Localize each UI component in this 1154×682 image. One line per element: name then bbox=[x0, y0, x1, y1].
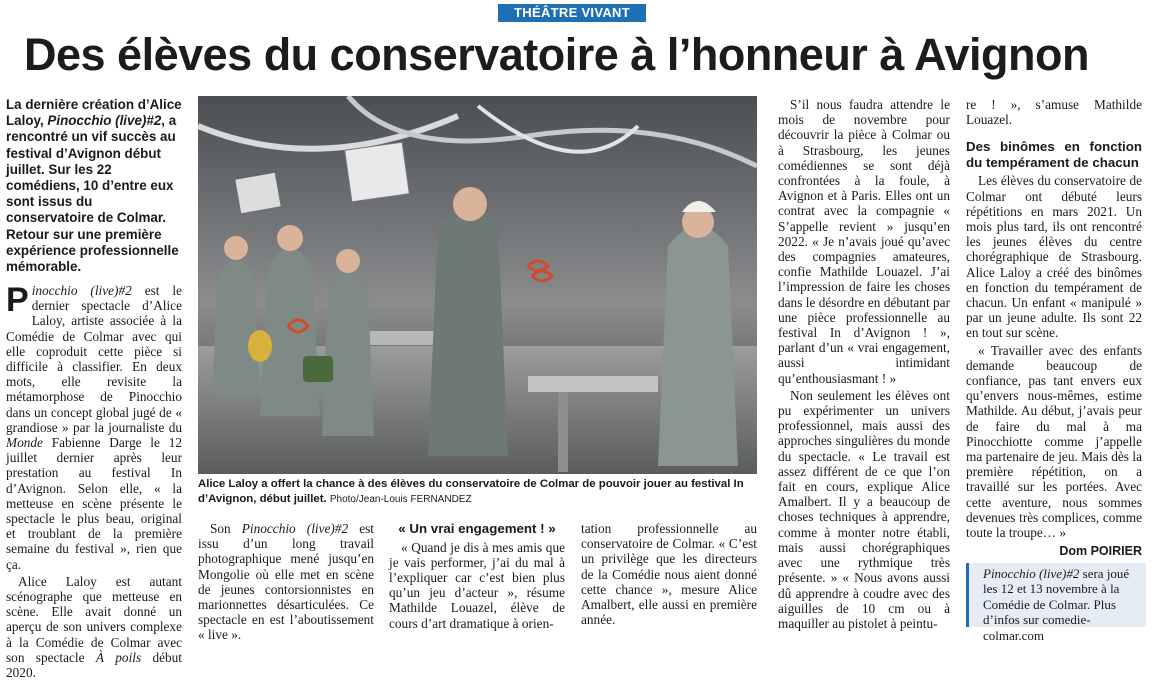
column-1 bbox=[6, 283, 182, 682]
column-4 bbox=[581, 521, 757, 629]
column-5 bbox=[778, 97, 950, 633]
article-title: Des élèves du conservatoire à l’honneur à Avignon bbox=[24, 29, 1089, 80]
paragraph-8: re ! », s’amuse Mathilde Louazel. bbox=[966, 97, 1142, 128]
column-2 bbox=[198, 521, 374, 645]
paragraph-2: Alice Laloy est autant scénographe que metteuse en scène. Elle avait donné un aperçu de son univers complexe à la Comédie de Colmar avec son spectacle À poils début 2020. bbox=[6, 573, 182, 681]
paragraph-4: « Quand je dis à mes amis que je vais performer, j’ai du mal à l’expliquer car c’est bien plus qu’un jeu d’acteur », résume Mathilde Louazel, élève de cours d’art dramatique à orien- bbox=[389, 539, 565, 631]
info-box bbox=[966, 563, 1146, 643]
paragraph-3: Son Pinocchio (live)#2 est issu d’un long travail photographique mené jusqu’en Mongolie où elle met en scène de jeunes contorsionnistes en marionnettes désarticulées. Ce spectacle en est l’aboutissement « live ». bbox=[198, 521, 374, 643]
paragraph-7: Non seulement les élèves ont pu expérimenter un univers professionnel, mais aussi des approches singulières du monde du spectacle. « Le travail est assez différent de ce que l’on fait en cours, explique Alice Amalbert. Il y a beaucoup de choses techniques à apprendre, comme à monter notre établi, mais aussi chorégraphiques avec une rythmique très présente. » « Nous avons aussi dû apprendre à coudre avec des aiguilles de 10 cm ou à maquiller au pistolet à peintu- bbox=[778, 387, 950, 631]
photo-caption bbox=[198, 477, 757, 507]
show-title: inocchio (live)#2 bbox=[31, 283, 132, 298]
subheading-binomes: Des binômes en fonction du tempérament de chacun bbox=[966, 139, 1142, 170]
show-title-3: Pinocchio (live)#2 bbox=[241, 521, 349, 536]
column-3 bbox=[389, 521, 565, 633]
info-show-title: Pinocchio (live)#2 bbox=[983, 566, 1080, 581]
article-photo bbox=[198, 96, 757, 474]
subheading-engagement: « Un vrai engagement ! » bbox=[398, 521, 556, 536]
author-signature: Dom POIRIER bbox=[1059, 544, 1142, 559]
show-title-2: À poils bbox=[95, 649, 142, 665]
photo-credit: Photo/Jean-Louis FERNANDEZ bbox=[329, 493, 472, 505]
article-lead bbox=[6, 97, 182, 275]
paragraph-9: Les élèves du conservatoire de Colmar ont débuté leurs répétitions en mars 2021. Un mois plus tard, ils ont rencontré les jeunes élèves du centre chorégraphique de Strasbourg. Alice Laloy a créé des binômes en fonction du tempérament de chacun. Un enfant « manipulé » par un jeune adulte. Ils sont 22 en tout sur scène. bbox=[966, 173, 1142, 341]
lead-text-2: , a rencontré un vif succès au festival d’Avignon début juillet. Sur les 22 comédiens, 10 d’entre eux sont issus du conservatoire de Colmar. Retour sur une première expérience professionnelle mémorable. bbox=[6, 113, 179, 275]
stage-scene-illustration bbox=[198, 96, 757, 474]
column-6 bbox=[966, 97, 1142, 559]
lead-show-title: Pinocchio (live)#2 bbox=[47, 113, 162, 129]
caption-text: Alice Laloy a offert la chance à des élèves du conservatoire de Colmar de pouvoir jouer au festival In d’Avignon, début juillet. bbox=[198, 478, 744, 505]
drop-cap: P bbox=[6, 281, 29, 319]
paragraph-1: Pinocchio (live)#2 est le dernier spectacle d’Alice Laloy, artiste associée à la Comédie de Colmar avec qui elle coproduit cette pièce si difficile à classifier. En deux mots, elle revisite la métamorphose de Pinocchio dans un concept global jugé de « grandiose » par la journaliste du Monde Fabienne Darge le 12 juillet dernier après leur prestation au festival In d’Avignon. Selon elle, « la metteuse en scène présente le spectacle le plus beau, original et troublant de la première semaine du festival », rien que ça. bbox=[6, 281, 182, 572]
paragraph-10: « Travailler avec des enfants demande beaucoup de confiance, pas tant envers eux qu’envers nous-mêmes, estime Mathilde. Au début, j’avais peur de faire du mal à ma Pinocchiotte comme j’appelle ma partenaire de jeu. Mais dès la première répétition, on a travaillé sur les portées. Avec cette aventure, nous sommes devenues très complices, comme toute la troupe… » bbox=[966, 342, 1142, 541]
paragraph-6: S’il nous faudra attendre le mois de novembre pour découvrir la pièce à Colmar ou à Strasbourg, les jeunes comédiennes se sont déjà confrontées à la foule, à Avignon et à Paris. Elles ont un contrat avec la compagnie « S’appelle revient » jusqu’en 2022. « Je n’avais joué qu’avec des compagnies amateures, confie Mathilde Louazel. J’ai l’impression de faire les choses dans le désordre en débutant par une pièce professionnelle au festival In d’Avignon ! », parlant d’un « vrai engagement, aussi intimidant qu’enthousiasmant ! » bbox=[778, 97, 950, 386]
section-kicker: THÉÂTRE VIVANT bbox=[498, 4, 646, 22]
paragraph-5: tation professionnelle au conservatoire de Colmar. « C’est un privilège que les directeurs de la Comédie nous aient donné cette chance », mesure Alice Amalbert, elle aussi en première année. bbox=[581, 521, 757, 628]
info-text: sera joué les 12 et 13 novembre à la Comédie de Colmar. Plus d’infos sur comedie-colmar.com bbox=[983, 566, 1130, 643]
newspaper-name: Monde bbox=[6, 435, 43, 451]
lead-text-1: La dernière création d’Alice Laloy, bbox=[6, 97, 182, 129]
